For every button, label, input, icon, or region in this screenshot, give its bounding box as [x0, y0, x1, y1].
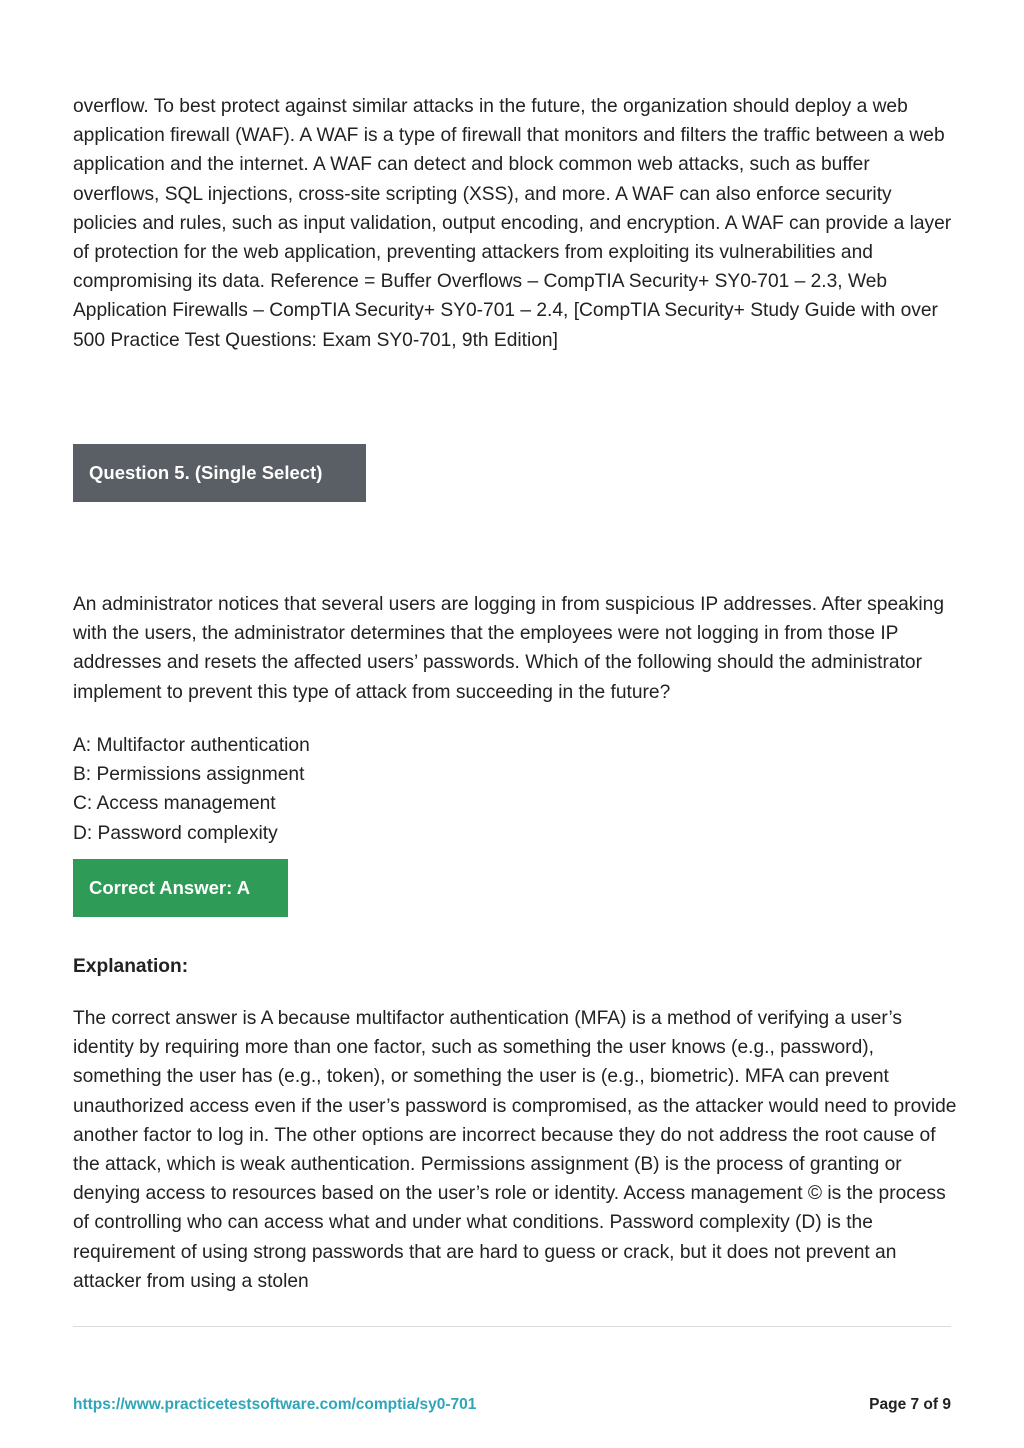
answer-options — [73, 731, 310, 848]
option-c: C: Access management — [73, 793, 276, 815]
intro-paragraph: overflow. To best protect against similar attacks in the future, the organization should deploy a web application firewall (WAF). A WAF is a type of firewall that monitors and filters the traffic between a web application and the internet. A WAF can detect and block common web attacks, such as buffer overflows, SQL injections, cross-site scripting (XSS), and more. A WAF can also enforce security policies and rules, such as input validation, output encoding, and encryption. A WAF can provide a layer of protection for the web application, preventing attackers from exploiting its vulnerabilities and compromising its data. Reference = Buffer Overflows – CompTIA Security+ SY0-701 – 2.3, Web Application Firewalls – CompTIA Security+ SY0-701 – 2.4, [CompTIA Security+ Study Guide with over 500 Practice Test Questions: Exam SY0-701, 9th Edition] — [73, 96, 952, 351]
option-b: B: Permissions assignment — [73, 764, 305, 786]
footer-divider — [73, 1326, 951, 1327]
question-label: Question 5. (Single Select) — [73, 444, 366, 502]
option-a: A: Multifactor authentication — [73, 735, 310, 756]
question-text: An administrator notices that several users are logging in from suspicious IP addresses. After speaking with the users, the administrator determines that the employees were not logging in from those IP addresses and resets the affected users’ passwords. Which of the following should the administrator implement to prevent this type of attack from succeeding in the future? — [73, 594, 944, 703]
explanation-heading: Explanation: — [73, 956, 189, 977]
page-number: Page 7 of 9 — [869, 1396, 951, 1413]
explanation-text: The correct answer is A because multifactor authentication (MFA) is a method of verifying a user’s identity by requiring more than one factor, such as something the user knows (e.g., password), something the user has (e.g., token), or something the user is (e.g., biometric). MFA can prevent unauthorized access even if the user’s password is compromised, as the attacker would need to provide another factor to log in. The other options are incorrect because they do not address the root cause of the attack, which is weak authentication. Permissions assignment (B) is the process of granting or denying access to resources based on the user’s role or identity. Access management © is the process of controlling who can access what and under what conditions. Password complexity (D) is the requirement of using strong passwords that are hard to guess or crack, but it does not prevent an attacker from using a stolen — [73, 1008, 957, 1292]
footer-url-link[interactable]: https://www.practicetestsoftware.com/comptia/sy0-701 — [73, 1396, 477, 1413]
correct-answer-label: Correct Answer: A — [73, 859, 288, 917]
option-d: D: Password complexity — [73, 822, 278, 844]
